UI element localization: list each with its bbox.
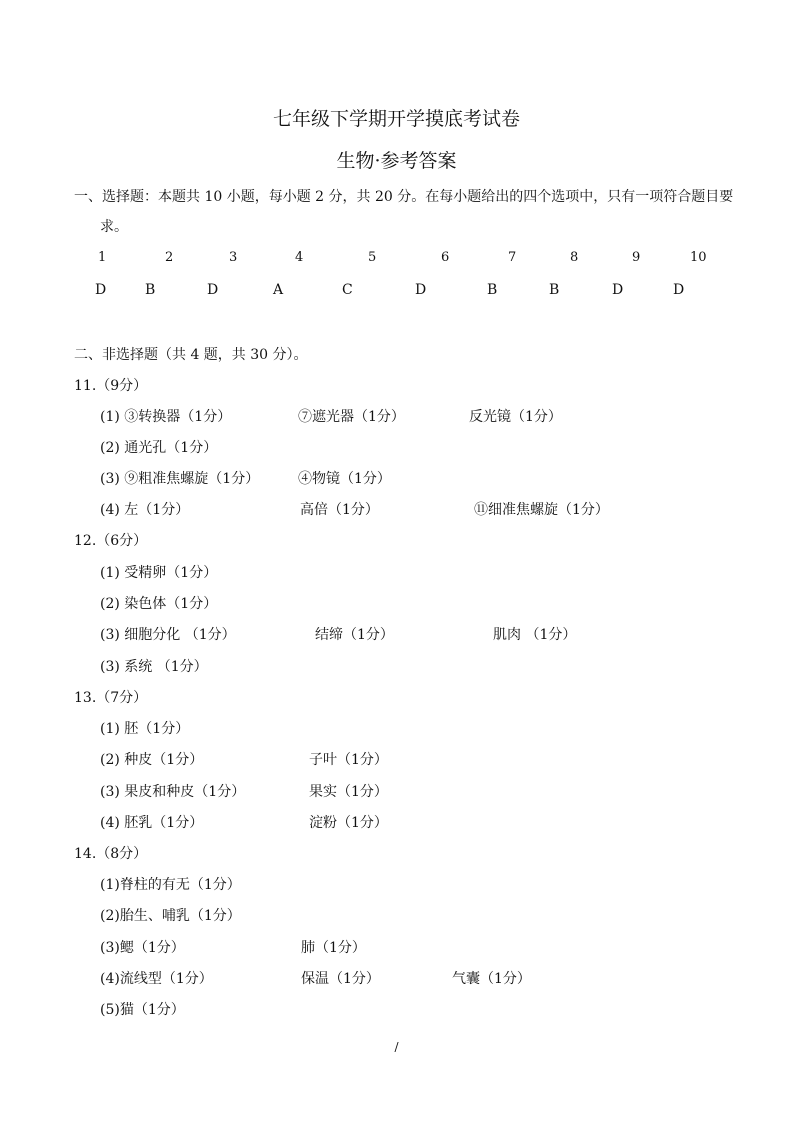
mc-number: 6 [441,250,450,265]
q11-answer: ⑪细准焦螺旋（1分） [474,502,609,518]
q13-heading: 13.（7分） [74,690,148,706]
q14-answer: 气囊（1分） [452,971,531,987]
mc-answer: B [549,282,560,298]
mc-number: 5 [368,250,377,265]
mc-number: 2 [165,250,174,265]
mc-number: 3 [229,250,238,265]
q14-answer: (4)流线型（1分） [100,971,213,987]
q13-answer: 子叶（1分） [309,752,388,768]
mc-number: 4 [295,250,304,265]
mc-number: 7 [508,250,517,265]
mc-answer: D [415,282,427,298]
section1-instructions-line2: 求。 [100,219,128,235]
q14-answer: (3)鳃（1分） [100,940,185,956]
q12-answer: (3) 系统 （1分） [100,659,208,675]
mc-answer: A [273,282,284,298]
q12-answer: (2) 染色体（1分） [100,596,218,612]
mc-answer: D [612,282,624,298]
q11-answer: ④物镜（1分） [298,471,391,487]
page-footer: / [394,1040,399,1054]
q13-answer: 果实（1分） [309,784,388,800]
section1-instructions-line1: 一、选择题：本题共 10 小题，每小题 2 分，共 20 分。在每小题给出的四个选项中，只有一项符合题目要 [74,189,734,205]
mc-answer: C [342,282,353,298]
mc-number: 8 [570,250,579,265]
q11-answer: (1) ③转换器（1分） [100,409,232,425]
q11-answer: 反光镜（1分） [469,409,562,425]
q13-answer: (4) 胚乳（1分） [100,815,204,831]
mc-answer: D [207,282,219,298]
q13-answer: (2) 种皮（1分） [100,752,204,768]
page-title: 七年级下学期开学摸底考试卷 [272,108,520,130]
mc-number: 9 [632,250,641,265]
q11-answer: 高倍（1分） [300,502,379,518]
q14-answer: (1)脊柱的有无（1分） [100,877,241,893]
q12-answer: (1) 受精卵（1分） [100,565,218,581]
q14-answer: (2)胎生、哺乳（1分） [100,908,241,924]
q11-heading: 11.（9分） [74,378,148,394]
q14-answer: 肺（1分） [301,940,366,956]
q12-answer: 肌肉 （1分） [493,627,577,643]
q12-heading: 12.（6分） [74,533,148,549]
q11-answer: (3) ⑨粗准焦螺旋（1分） [100,471,260,487]
mc-answer: D [673,282,685,298]
mc-answer: B [145,282,156,298]
q13-answer: 淀粉（1分） [309,815,388,831]
q12-answer: (3) 细胞分化 （1分） [100,627,236,643]
q13-answer: (3) 果皮和种皮（1分） [100,784,246,800]
mc-answer: B [487,282,498,298]
q13-answer: (1) 胚（1分） [100,721,190,737]
mc-number: 10 [690,250,707,265]
q14-answer: 保温（1分） [301,971,380,987]
q14-heading: 14.（8分） [74,846,148,862]
q11-answer: (2) 通光孔（1分） [100,440,218,456]
mc-answer: D [95,282,107,298]
q12-answer: 结缔（1分） [315,627,394,643]
q14-answer: (5)猫（1分） [100,1002,185,1018]
q11-answer: (4) 左（1分） [100,502,190,518]
mc-number: 1 [98,250,107,265]
page-subtitle: 生物·参考答案 [336,150,457,172]
q11-answer: ⑦遮光器（1分） [298,409,405,425]
section2-heading: 二、非选择题（共 4 题，共 30 分）。 [74,347,308,363]
